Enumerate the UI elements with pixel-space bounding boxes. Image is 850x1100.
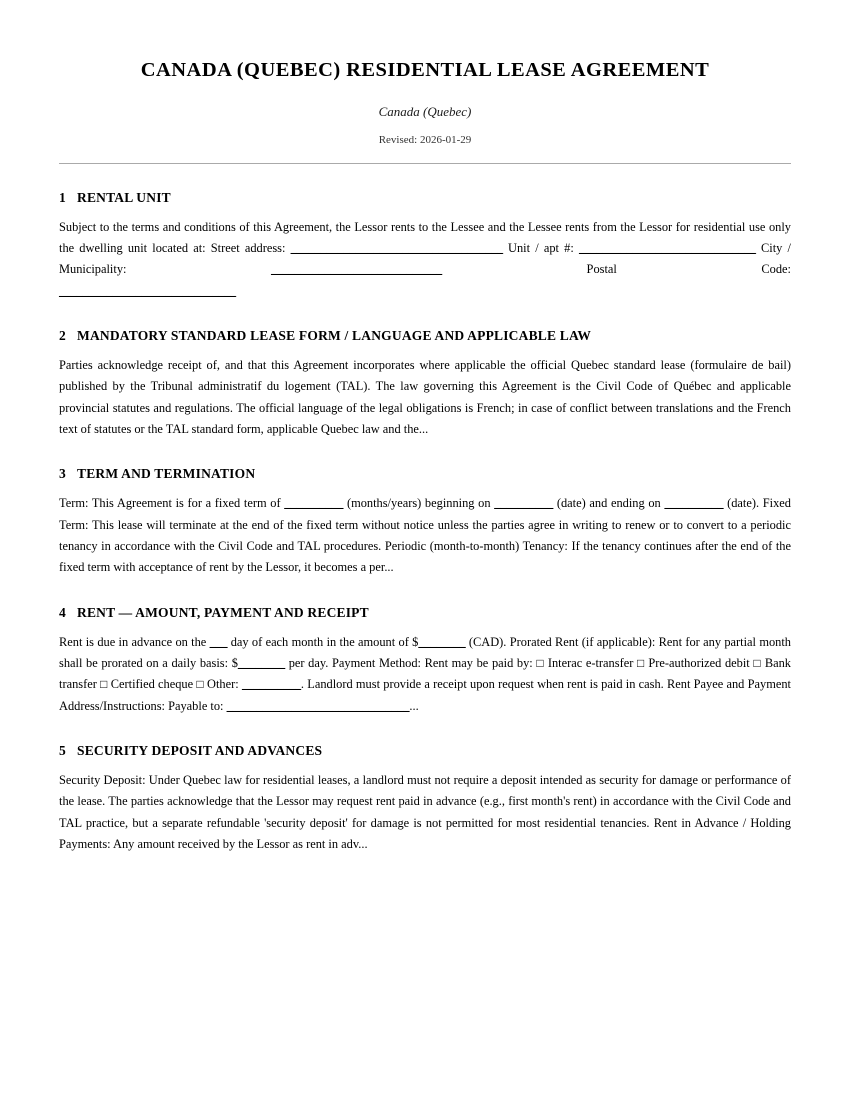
payment-method-certified-cheque-label: Certified cheque [110,677,194,692]
section-number-5: 5 [59,742,66,758]
section-heading-5 [59,743,791,759]
checkbox-icon-certified-cheque[interactable]: □ [100,677,108,692]
section-title-5: SECURITY DEPOSIT AND ADVANCES [77,742,323,758]
unit-apt-label: Unit / apt #: [508,240,574,255]
section-number-4: 4 [59,604,66,620]
section-standard-lease-form [59,328,791,440]
section-body-1 [59,217,791,302]
section-title-3: TERM AND TERMINATION [77,466,256,482]
term-length-blank[interactable]: __________ [284,496,344,511]
rent-amount-blank[interactable]: ________ [418,634,466,649]
section-body-4 [59,632,791,717]
street-address-blank[interactable]: ____________________________________ [290,240,503,255]
term-start-date-blank[interactable]: __________ [494,496,554,511]
unit-apt-blank[interactable]: ______________________________ [578,240,756,255]
rent-text-part-5: . Landlord must provide a receipt upon request when rent is paid in cash. Rent Payee and Payment Address/Instructions: Payable to: [59,677,791,713]
section-title-2: MANDATORY STANDARD LEASE FORM / LANGUAGE AND APPLICABLE LAW [77,327,592,343]
section-body-5: Security Deposit: Under Quebec law for residential leases, a landlord must not require a deposit intended as security for damage or performance of the lease. The parties acknowledge that the Lessor may request rent paid in advance (e.g., first month's rent) in accordance with the Civil Code and TAL practice, but a separate refundable 'security deposit' for damage is not permitted for most residential tenancies. Rent in Advance / Holding Payments: Any amount received by the Lessor as rent in adv... [59,772,791,851]
rent-text-part-4: per day. Payment Method: Rent may be paid by: [288,655,533,670]
city-municipality-blank[interactable]: _____________________________ [271,262,442,277]
rent-due-day-blank[interactable]: ___ [209,634,228,649]
payment-method-interac-label: Interac e-transfer [547,655,634,670]
section-body-2: Parties acknowledge receipt of, and that this Agreement incorporates where applicable the official Quebec standard lease (formulaire de bail) published by the Tribunal administratif du logement (TAL). The law governing this Agreement is the Civil Code of Québec and applicable provincial statutes and regulations. The official language of the legal obligations is French; in case of conflict between translations and the French text of statutes or the TAL standard form, applicable Quebec law and the... [59,357,791,436]
postal-code-blank[interactable]: ______________________________ [59,283,236,298]
rent-text-part-2: day of each month in the amount of $ [230,634,419,649]
section-rental-unit [59,190,791,302]
payment-method-bank-transfer-label: Bank transfer [59,655,791,692]
checkbox-icon-interac[interactable]: □ [536,655,545,670]
term-text-part-4: (date). Fixed Term: This lease will terminate at the end of the fixed term without notice unless the parties agree in writing to renew or to convert to a periodic tenancy in accordance with the Civil Code and TAL procedures. Periodic (month-to-month) Tenancy: If the tenancy continues after the end of the fixed term with acceptance of rent by the Lessor, it becomes a per... [59,496,791,575]
section-number-1: 1 [59,189,66,205]
payment-method-other-label: Other: [207,677,239,692]
section-number-3: 3 [59,466,66,482]
section-rent [59,605,791,717]
checkbox-icon-bank-transfer[interactable]: □ [753,655,762,670]
postal-code-label: Postal Code: [586,262,791,277]
payment-method-other-blank[interactable]: __________ [241,677,301,692]
rent-text-part-3: (CAD). Prorated Rent (if applicable): Rent for any partial month shall be prorated on a daily basis: $ [59,634,791,670]
term-text-part-1: Term: This Agreement is for a fixed term of [59,496,281,511]
rent-truncation-ellipsis: ... [409,698,419,713]
term-text-part-3: (date) and ending on [556,496,661,511]
rental-unit-lead-text: Subject to the terms and conditions of this Agreement, the Lessor rents to the Lessee and the Lessee rents from the Lessor for residential use only the dwelling unit located at: Street address: [59,219,791,255]
section-number-2: 2 [59,327,66,343]
checkbox-icon-other[interactable]: □ [196,677,204,692]
payment-method-preauthorized-debit-label: Pre-authorized debit [648,655,750,670]
prorated-daily-blank[interactable]: ________ [237,655,286,670]
term-text-part-2: (months/years) beginning on [346,496,491,511]
section-heading-2 [59,328,791,344]
page-title: CANADA (QUEBEC) RESIDENTIAL LEASE AGREEMENT [140,59,710,81]
section-term-and-termination [59,466,791,578]
section-heading-4 [59,605,791,621]
section-heading-1 [59,190,791,206]
term-end-date-blank[interactable]: __________ [664,496,724,511]
city-municipality-label: City / Municipality: [59,240,791,277]
header-divider [59,163,791,164]
document-jurisdiction-subtitle: Canada (Quebec) [378,103,472,119]
section-body-3 [59,493,791,578]
section-title-1: RENTAL UNIT [77,189,171,205]
section-title-4: RENT — AMOUNT, PAYMENT AND RECEIPT [77,604,369,620]
checkbox-icon-preauthorized-debit[interactable]: □ [636,655,645,670]
rent-text-part-1: Rent is due in advance on the [59,634,207,649]
document-revised-date: Revised: 2026-01-29 [378,133,472,146]
rent-payee-blank[interactable]: _______________________________ [226,698,410,713]
section-heading-3 [59,466,791,482]
section-security-deposit [59,743,791,855]
